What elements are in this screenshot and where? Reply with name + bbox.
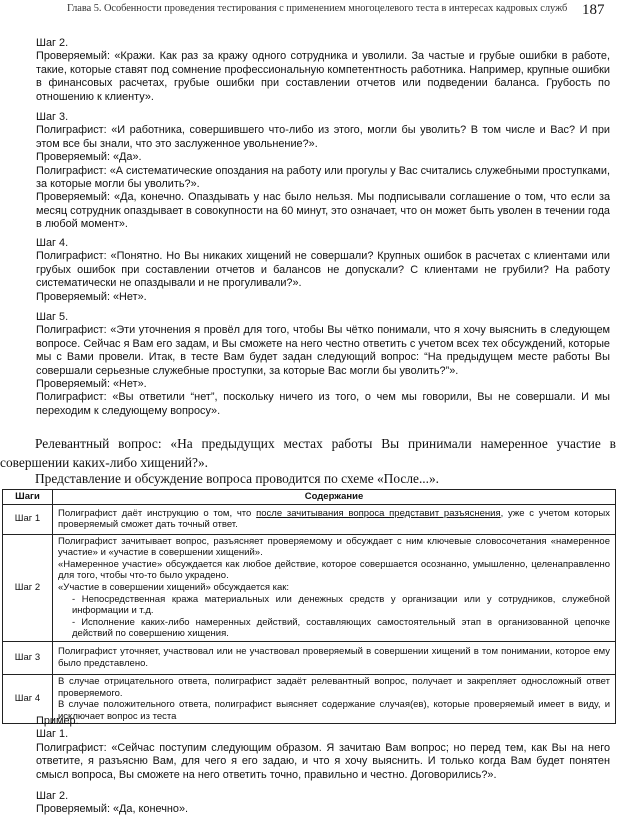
dialogue-line: Полиграфист: «А систематические опоздания на работу или прогулы у Вас считались служебными проступками, за которые могли бы уволить?». bbox=[36, 164, 610, 191]
table-header-row bbox=[3, 490, 616, 505]
running-header: Глава 5. Особенности проведения тестирования с применением многоцелевого теста в интересах кадровых служб bbox=[67, 3, 568, 14]
dialogue-line: Проверяемый: «Да, конечно. Опаздывать у нас было нельзя. Мы подписывали соглашение о том, что если за месяц сотрудник опаздывает в совокупности на 60 минут, это означает, что он может быть уволен в течении года в любой момент». bbox=[36, 191, 610, 231]
content-text: «Участие в совершении хищений» обсуждается как: bbox=[58, 581, 290, 593]
underlined-text: после зачитывания вопроса представит разъяснения bbox=[256, 507, 501, 519]
content-text: «Намеренное участие» обсуждается как любое действие, которое совершается осознанно, умышленно, целенаправленно для того, чтобы что-то было украдено. bbox=[58, 558, 610, 582]
step-title: Шаг 5. bbox=[36, 311, 69, 323]
column-header-content: Содержание bbox=[53, 490, 616, 505]
content-cell bbox=[53, 504, 616, 534]
dialogue-line: Полиграфист: «Понятно. Но Вы никаких хищений не совершали? Крупных ошибок в расчетах с клиентами или грубых ошибок при составлении отчетов и балансов не допускали? С клиентами не грубили? На работу систематически не опаздывали и не прогуливали?». bbox=[36, 250, 610, 290]
step-title: Шаг 1. bbox=[36, 728, 69, 741]
step-cell: Шаг 3 bbox=[3, 641, 53, 674]
list-item: - Исполнение каких-либо намеренных действий, составляющих самостоятельный этап в организованной цепочке действий по совершению хищения. bbox=[72, 616, 610, 640]
dialogue-step-3 bbox=[36, 111, 610, 232]
dialogue-line: Проверяемый: «Нет». bbox=[36, 290, 147, 303]
dialogue-line: Проверяемый: «Кражи. Как раз за кражу одного сотрудника и уволили. За частые и грубые ошибки в работе, такие, которые ставят под сомнение профессиональную компетентность работника. Например, крупные ошибки в финансовых расчетах, грубые ошибки при составлении отчетов или подведении баланса. Грубость по отношению к клиенту». bbox=[36, 50, 610, 103]
step-title: Шаг 4. bbox=[36, 237, 69, 249]
step-cell: Шаг 2 bbox=[3, 534, 53, 641]
example-section bbox=[36, 715, 610, 782]
dialogue-step-4 bbox=[36, 237, 610, 304]
content-text: Полиграфист зачитывает вопрос, разъясняет проверяемому и обсуждает с ним ключевые словосочетания «намеренное участие» и «участие в совершении хищений». bbox=[58, 535, 610, 559]
dialogue-line: Проверяемый: «Да, конечно». bbox=[36, 803, 189, 816]
table-row bbox=[3, 641, 616, 674]
dialogue-line: Проверяемый: «Да». bbox=[36, 151, 142, 164]
dialogue-line: Полиграфист: «Вы ответили “нет”, поскольку ничего из того, о чем мы говорили, Вы не совершали. И мы переходим к следующему вопросу». bbox=[36, 391, 610, 417]
content-text: , уже с учетом которых проверяемый сможет дать точный ответ. bbox=[58, 507, 610, 531]
step-cell: Шаг 4 bbox=[3, 674, 53, 723]
steps-table bbox=[2, 489, 616, 724]
example-step-2 bbox=[36, 790, 610, 817]
content-cell bbox=[53, 641, 616, 674]
dialogue-line: Проверяемый: «Нет». bbox=[36, 378, 147, 391]
scheme-intro: Представление и обсуждение вопроса проводится по схеме «После...». bbox=[35, 471, 440, 486]
content-text: В случае положительного ответа, полиграфист выясняет содержание случая(ев), которые проверяемый имеет в виду, и исключает вопрос из теста bbox=[58, 699, 610, 722]
example-label: Пример. bbox=[36, 715, 79, 727]
content-text: Полиграфист даёт инструкцию о том, что bbox=[58, 507, 257, 519]
dialogue-line: Полиграфист: «Сейчас поступим следующим образом. Я зачитаю Вам вопрос; но перед тем, как Вы на него ответите, я разъясню Вам, для чего я его задаю, и что я хочу выяснить. И только когда Вам будет понятен смысл вопроса, Вы сможете на него ответить точно, правильно и честно. Договорились?». bbox=[36, 741, 610, 781]
step-title: Шаг 2. bbox=[36, 37, 69, 49]
list-item: - Непосредственная кража материальных или денежных средств у организации или у сотрудников, служебной информации и т.д. bbox=[72, 593, 610, 617]
step-title: Шаг 3. bbox=[36, 111, 69, 123]
content-text: В случае отрицательного ответа, полиграфист задаёт релевантный вопрос, получает и закрепляет односложный ответ проверяемого. bbox=[58, 675, 610, 699]
page-number: 187 bbox=[582, 2, 605, 18]
step-title: Шаг 2. bbox=[36, 790, 69, 802]
dialogue-line: Полиграфист: «Эти уточнения я провёл для того, чтобы Вы чётко понимали, что я хочу выяснить в следующем вопросе. Сейчас я Вам его задам, и Вы сможете на него честно ответить с учетом всех тех обсуждений, которые мы с Вами провели. Итак, в тесте Вам будет задан следующий вопрос: “На предыдущем месте работы Вы совершали серьезные служебные проступки, за которые Вас могли бы уволить?”». bbox=[36, 324, 610, 377]
content-cell bbox=[53, 534, 616, 641]
table-row bbox=[3, 534, 616, 641]
relevant-question: Релевантный вопрос: «На предыдущих местах работы Вы принимали намеренное участие в совершении каких-либо хищений?». bbox=[0, 436, 616, 470]
step-cell: Шаг 1 bbox=[3, 504, 53, 534]
content-text: Полиграфист уточняет, участвовал или не участвовал проверяемый в совершении хищений в том понимании, которое ему было представлено. bbox=[58, 646, 610, 669]
dialogue-line: Полиграфист: «И работника, совершившего что-либо из этого, могли бы уволить? В том числе и Вас? И при этом все бы знали, что это заслуженное увольнение?». bbox=[36, 124, 610, 150]
dialogue-step-5 bbox=[36, 311, 610, 418]
column-header-steps: Шаги bbox=[3, 490, 53, 505]
dialogue-step-2 bbox=[36, 37, 610, 104]
table-row bbox=[3, 504, 616, 534]
